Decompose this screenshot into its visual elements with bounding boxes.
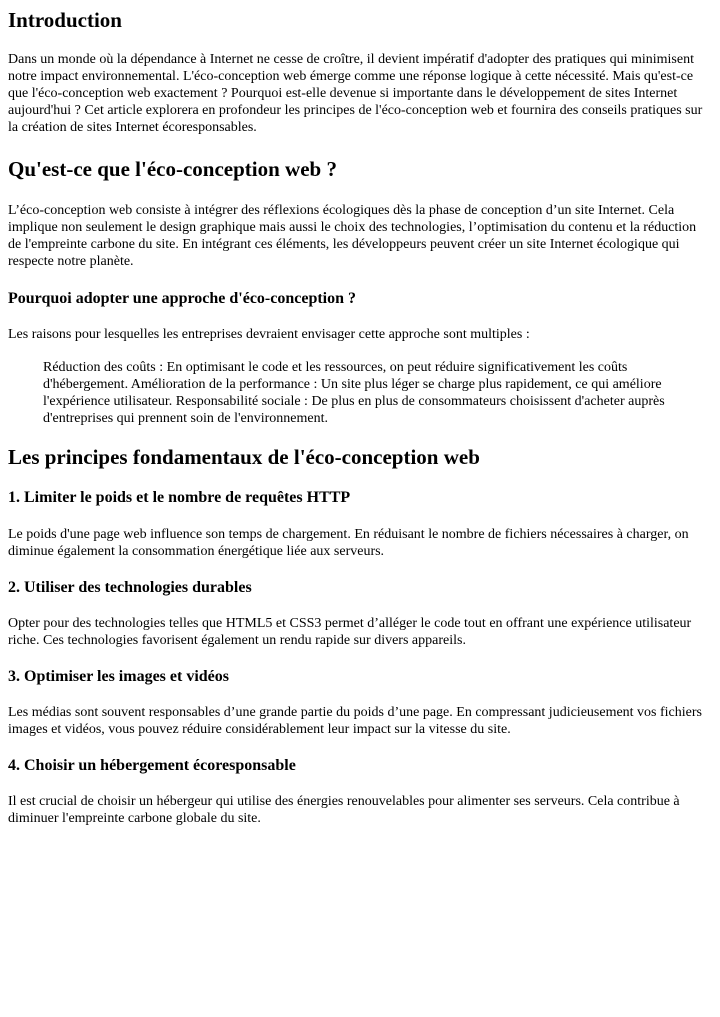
paragraph-why-lead: Les raisons pour lesquelles les entreprises devraient envisager cette approche sont multiples :: [8, 327, 530, 342]
paragraph-principle-1: Le poids d'une page web influence son temps de chargement. En réduisant le nombre de fichiers nécessaires à charger, on diminue également la consommation énergétique liée aux serveurs.: [8, 527, 689, 559]
paragraph-principle-2: Opter pour des technologies telles que HTML5 et CSS3 permet d’alléger le code tout en offrant une expérience utilisateur riche. Ces technologies favorisent également un rendu rapide sur divers appareils.: [8, 616, 692, 648]
paragraph-introduction: Dans un monde où la dépendance à Internet ne cesse de croître, il devient impératif d'adopter des pratiques qui minimisent notre impact environnemental. L'éco-conception web émerge comme une réponse logique à cette nécessité. Mais qu'est-ce que l'éco-conception web exactement ? Pourquoi est-elle devenue si importante dans le développement de sites Internet aujourd'hui ? Cet article explorera en profondeur les principes de l'éco-conception web et fournira des conseils pratiques sur la création de sites Internet écoresponsables.: [8, 52, 703, 135]
heading-introduction: Introduction: [8, 8, 122, 32]
paragraph-what-is-eco-design: L’éco-conception web consiste à intégrer des réflexions écologiques dès la phase de conception d’un site Internet. Cela implique non seulement le design graphique mais aussi le choix des technologies, l’optimisation du contenu et la réduction de l'empreinte carbone du site. En intégrant ces éléments, les développeurs peuvent créer un site Internet écologique qui respecte notre planète.: [8, 203, 697, 269]
heading-what-is-eco-design: Qu'est-ce que l'éco-conception web ?: [8, 157, 337, 181]
heading-principle-3: 3. Optimiser les images et vidéos: [8, 668, 230, 685]
heading-principle-1: 1. Limiter le poids et le nombre de requêtes HTTP: [8, 489, 351, 506]
heading-principle-2: 2. Utiliser des technologies durables: [8, 579, 252, 596]
heading-principle-4: 4. Choisir un hébergement écoresponsable: [8, 757, 296, 774]
heading-why-eco-design: Pourquoi adopter une approche d'éco-conception ?: [8, 290, 357, 307]
paragraph-principle-3: Les médias sont souvent responsables d’une grande partie du poids d’une page. En compressant judicieusement vos fichiers images et vidéos, vous pouvez réduire considérablement leur impact sur la vitesse du site.: [8, 705, 702, 737]
blockquote-reasons: Réduction des coûts : En optimisant le code et les ressources, on peut réduire significativement les coûts d'hébergement. Amélioration de la performance : Un site plus léger se charge plus rapidement, ce qui améliore l'expérience utilisateur. Responsabilité sociale : De plus en plus de consommateurs choisissent d'acheter auprès d'entreprises qui prennent soin de l'environnement.: [43, 360, 665, 426]
heading-principles: Les principes fondamentaux de l'éco-conception web: [8, 445, 480, 469]
paragraph-principle-4: Il est crucial de choisir un hébergeur qui utilise des énergies renouvelables pour alimenter ses serveurs. Cela contribue à diminuer l'empreinte carbone globale du site.: [8, 794, 680, 826]
